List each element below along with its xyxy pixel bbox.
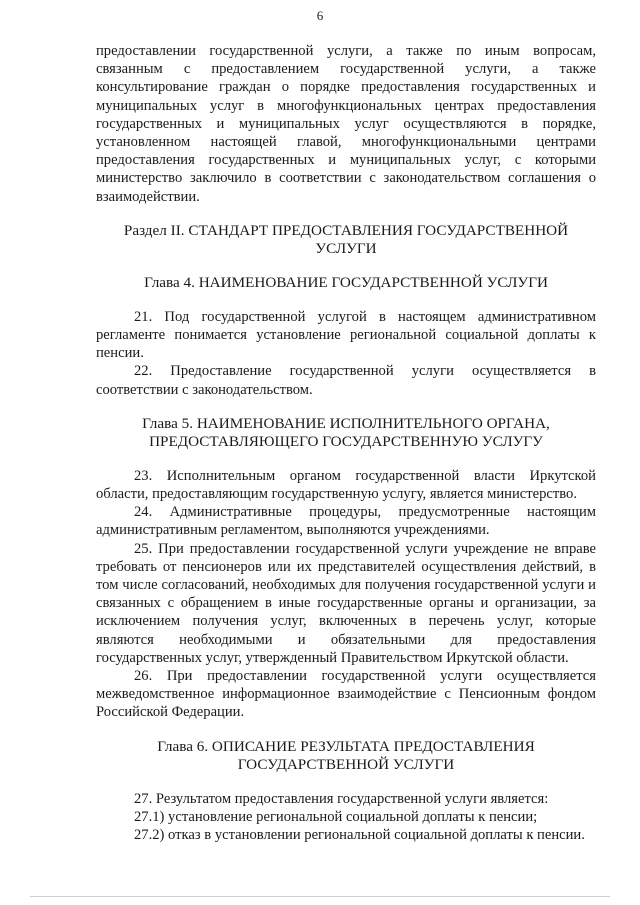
footer-divider xyxy=(30,896,610,897)
paragraph-22: 22. Предоставление государственной услуги осуществляется в соответствии с законодательством. xyxy=(96,363,596,398)
section-2-title: Раздел II. СТАНДАРТ ПРЕДОСТАВЛЕНИЯ ГОСУДАРСТВЕННОЙ УСЛУГИ xyxy=(123,221,569,257)
page-number: 6 xyxy=(316,8,324,23)
paragraph-21: 21. Под государственной услугой в настоящем административном регламенте понимается установление региональной социальной доплаты к пенсии. xyxy=(96,308,596,362)
paragraph-27-2: 27.2) отказ в установлении региональной социальной доплаты к пенсии. xyxy=(134,827,585,844)
paragraph-24: 24. Административные процедуры, предусмотренные настоящим административным регламентом, выполняются учреждениями. xyxy=(96,504,596,539)
chapter-5-title: Глава 5. НАИМЕНОВАНИЕ ИСПОЛНИТЕЛЬНОГО ОРГАНА, ПРЕДОСТАВЛЯЮЩЕГО ГОСУДАРСТВЕННУЮ УСЛУГУ xyxy=(142,414,550,450)
paragraph-25: 25. При предоставлении государственной услуги учреждение не вправе требовать от пенсионеров или их представителей осуществления действий, в том числе согласований, необходимых для получения государственной услуги и связанных с обращением в иные государственные органы и организации, за исключением получения услуг, включенных в перечень услуг, которые являются необходимыми и обязательными для предоставления государственных услуг, утвержденный Правительством Иркутской области. xyxy=(96,540,596,666)
document-body xyxy=(96,42,596,844)
chapter-4-title: Глава 4. НАИМЕНОВАНИЕ ГОСУДАРСТВЕННОЙ УСЛУГИ xyxy=(144,273,548,291)
paragraph-26: 26. При предоставлении государственной услуги осуществляется межведомственное информационное взаимодействие с Пенсионным фондом Российской Федерации. xyxy=(96,668,596,721)
paragraph-27: 27. Результатом предоставления государственной услуги является: xyxy=(134,790,549,807)
paragraph-27-1: 27.1) установление региональной социальной доплаты к пенсии; xyxy=(134,808,538,825)
chapter-6-title: Глава 6. ОПИСАНИЕ РЕЗУЛЬТАТА ПРЕДОСТАВЛЕНИЯ ГОСУДАРСТВЕННОЙ УСЛУГИ xyxy=(157,737,535,773)
paragraph-intro: предоставлении государственной услуги, а также по иным вопросам, связанным с предоставлением государственной услуги, а также консультирование граждан о порядке предоставления государственных и муниципальных услуг в многофункциональных центрах предоставления государственных и муниципальных услуг осуществляются в порядке, установленном настоящей главой, многофункциональными центрами предоставления государственных и муниципальных услуг, с которыми министерство заключило в соответствии с законодательством соглашения о взаимодействии. xyxy=(96,43,596,205)
paragraph-23: 23. Исполнительным органом государственной власти Иркутской области, предоставляющим государственную услугу, является министерство. xyxy=(96,467,596,503)
